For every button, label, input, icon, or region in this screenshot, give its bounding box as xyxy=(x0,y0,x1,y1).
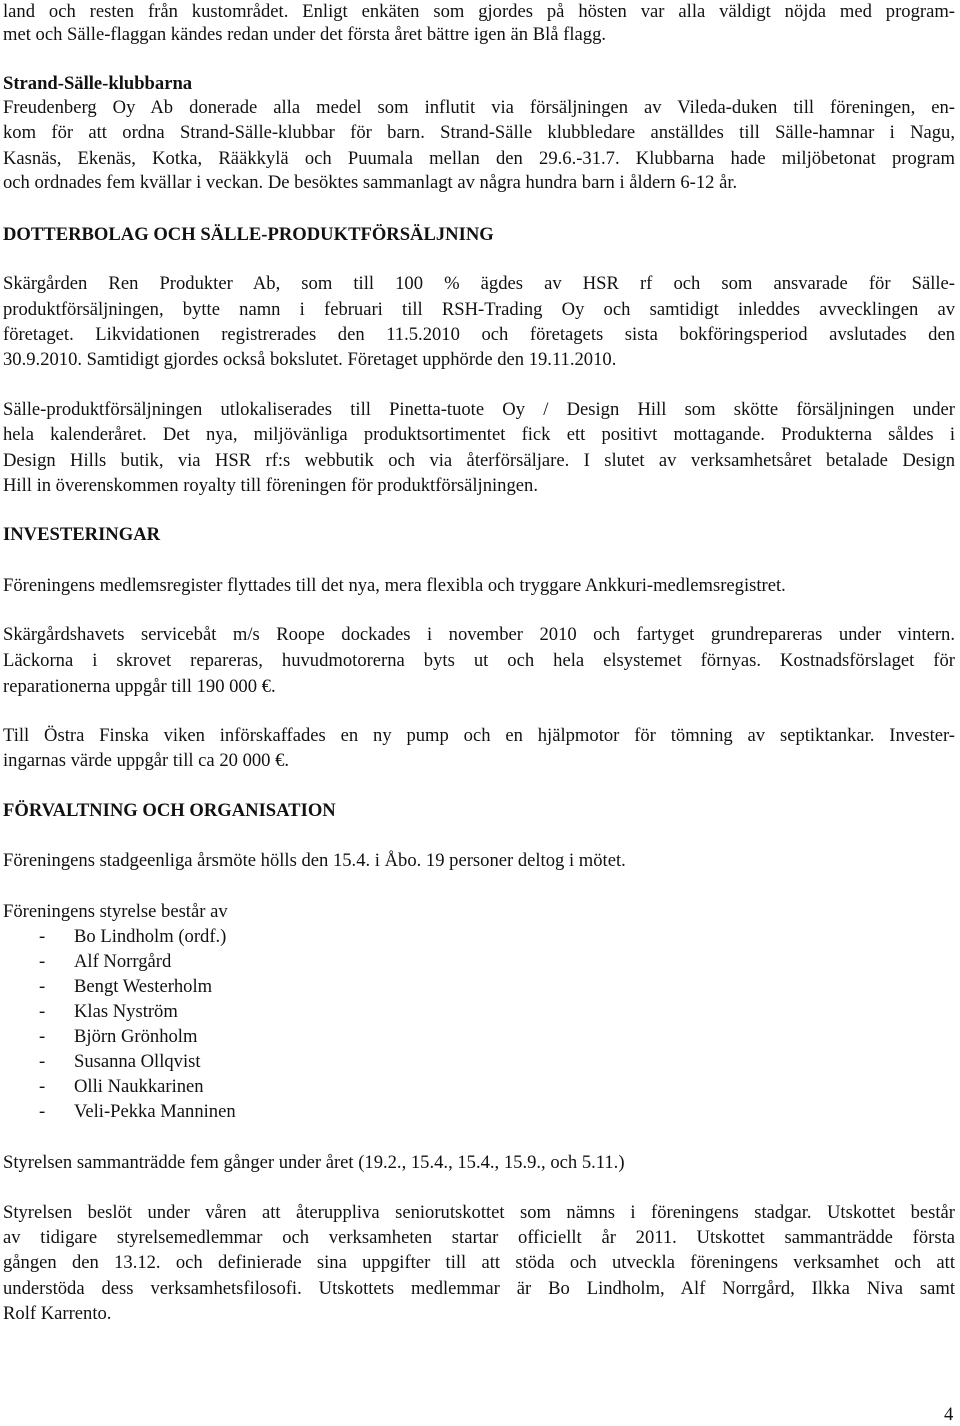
committee-line-4: understöda dess verksamhetsfilosofi. Utskottets medlemmar är Bo Lindholm, Alf Norrgård, Ilkka Niva samt xyxy=(3,1278,955,1299)
clubs-line-1: Freudenberg Oy Ab donerade alla medel som influtit via försäljningen av Vileda-duken till föreningen, en- xyxy=(3,97,955,118)
list-bullet: - xyxy=(39,1051,46,1072)
clubs-line-4: och ordnades fem kvällar i veckan. De besöktes sammanlagt av några hundra barn i åldern 6-12 år. xyxy=(3,172,738,193)
board-member-name: Bo Lindholm (ordf.) xyxy=(74,926,227,947)
list-bullet: - xyxy=(39,951,46,972)
section-heading-administration: FÖRVALTNING OCH ORGANISATION xyxy=(3,800,336,821)
board-member-name: Klas Nyström xyxy=(74,1001,178,1022)
subsidiary-p1-line-3: företaget. Likvidationen registrerades den 11.5.2010 och företagets sista bokföringsperiod avslutades den xyxy=(3,324,955,345)
subsidiary-p1-line-2: produktförsäljningen, bytte namn i februari till RSH-Trading Oy och samtidigt inleddes avvecklingen av xyxy=(3,299,955,320)
board-member-name: Alf Norrgård xyxy=(74,951,172,972)
committee-line-5: Rolf Karrento. xyxy=(3,1303,112,1324)
board-member-name: Olli Naukkarinen xyxy=(74,1076,204,1097)
list-bullet: - xyxy=(39,926,46,947)
list-bullet: - xyxy=(39,1076,46,1097)
subsidiary-p2-line-4: Hill in överenskommen royalty till föreningen för produktförsäljningen. xyxy=(3,475,538,496)
board-member-name: Veli-Pekka Manninen xyxy=(74,1101,236,1122)
board-member-name: Bengt Westerholm xyxy=(74,976,213,997)
investments-p3-line-1: Till Östra Finska viken införskaffades en ny pump och en hjälpmotor för tömning av septiktankar. Invester- xyxy=(3,725,955,746)
clubs-line-3: Kasnäs, Ekenäs, Kotka, Rääkkylä och Puumala mellan den 29.6.-31.7. Klubbarna hade miljöbetonat program xyxy=(3,148,955,169)
board-intro: Föreningens styrelse består av xyxy=(3,901,228,922)
annual-meeting-text: Föreningens stadgeenliga årsmöte hölls den 15.4. i Åbo. 19 personer deltog i mötet. xyxy=(3,850,626,871)
investments-p2-line-1: Skärgårdshavets servicebåt m/s Roope dockades i november 2010 och fartyget grundrepareras under vintern. xyxy=(3,624,955,645)
page-number: 4 xyxy=(944,1404,954,1425)
investments-p2-line-2: Läckorna i skrovet repareras, huvudmotorerna byts ut och hela elsystemet förnyas. Kostnadsförslaget för xyxy=(3,650,955,671)
subsidiary-p2-line-2: hela kalenderåret. Det nya, miljövänliga produktsortimentet fick ett positivt mottagande. Produkterna såldes i xyxy=(3,424,955,445)
subsidiary-p1-line-1: Skärgården Ren Produkter Ab, som till 100 % ägdes av HSR rf och som ansvarade för Sälle- xyxy=(3,273,955,294)
clubs-line-2: kom för att ordna Strand-Sälle-klubbar för barn. Strand-Sälle klubbledare anställdes till Sälle-hamnar i Nagu, xyxy=(3,122,955,143)
committee-line-3: gången den 13.12. och definierade sina uppgifter till att stöda och utveckla föreningens verksamhet och att xyxy=(3,1252,955,1273)
list-bullet: - xyxy=(39,1001,46,1022)
committee-line-2: av tidigare styrelsemedlemmar och verksamheten startar officiellt år 2011. Utskottet sammanträdde första xyxy=(3,1227,955,1248)
section-heading-subsidiary: DOTTERBOLAG OCH SÄLLE-PRODUKTFÖRSÄLJNING xyxy=(3,224,494,245)
committee-line-1: Styrelsen beslöt under våren att återuppliva seniorutskottet som nämns i föreningens stadgar. Utskottet består xyxy=(3,1202,955,1223)
subsidiary-p1-line-4: 30.9.2010. Samtidigt gjordes också bokslutet. Företaget upphörde den 19.11.2010. xyxy=(3,349,617,370)
section-heading-investments: INVESTERINGAR xyxy=(3,524,161,545)
investments-p3-line-2: ingarnas värde uppgår till ca 20 000 €. xyxy=(3,750,290,771)
board-meetings-text: Styrelsen sammanträdde fem gånger under året (19.2., 15.4., 15.4., 15.9., och 5.11.) xyxy=(3,1152,625,1173)
investments-p1: Föreningens medlemsregister flyttades till det nya, mera flexibla och tryggare Ankkuri-medlemsregistret. xyxy=(3,575,786,596)
subsidiary-p2-line-1: Sälle-produktförsäljningen utlokaliserades till Pinetta-tuote Oy / Design Hill som skötte försäljningen under xyxy=(3,399,955,420)
list-bullet: - xyxy=(39,1026,46,1047)
list-bullet: - xyxy=(39,1101,46,1122)
board-member-name: Björn Grönholm xyxy=(74,1026,198,1047)
intro-line-1: land och resten från kustområdet. Enligt enkäten som gjordes på hösten var alla väldigt nöjda med program- xyxy=(3,1,955,22)
subsidiary-p2-line-3: Design Hills butik, via HSR rf:s webbutik och via återförsäljare. I slutet av verksamhetsåret betalade Design xyxy=(3,450,955,471)
list-bullet: - xyxy=(39,976,46,997)
board-member-name: Susanna Ollqvist xyxy=(74,1051,201,1072)
section-heading-clubs: Strand-Sälle-klubbarna xyxy=(3,73,193,94)
investments-p2-line-3: reparationerna uppgår till 190 000 €. xyxy=(3,676,276,697)
intro-line-2: met och Sälle-flaggan kändes redan under det första året bättre igen än Blå flagg. xyxy=(3,24,607,45)
